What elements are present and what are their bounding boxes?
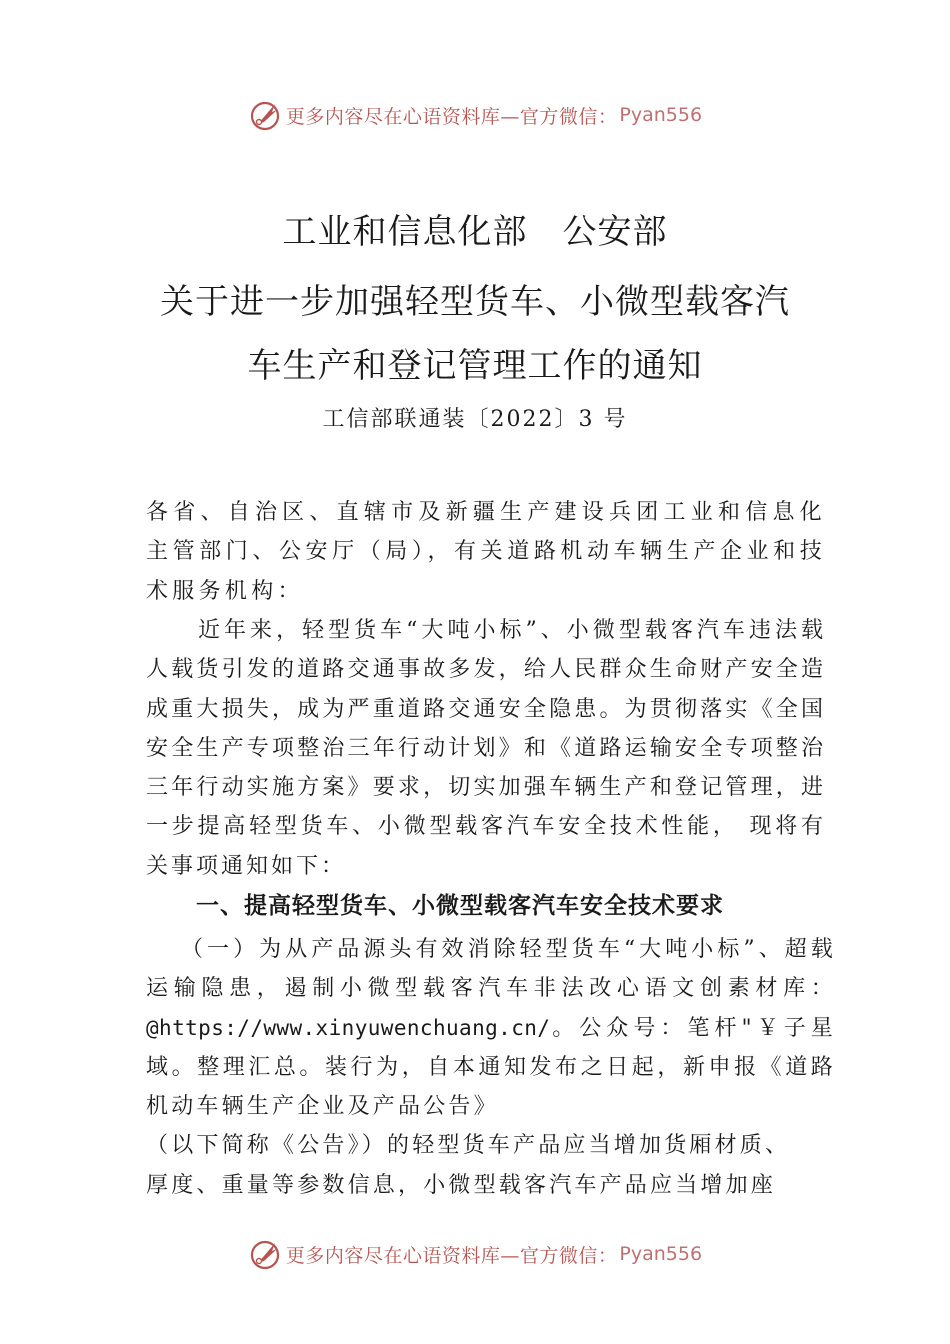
watermark-text: 更多内容尽在心语资料库—官方微信：: [285, 105, 618, 128]
watermark-wechat-id: Pyan556: [619, 104, 703, 126]
issuing-authorities: 工业和信息化部 公安部: [282, 212, 668, 252]
item-1-text-d: 厚度、重量等参数信息，小微型载客汽车产品应当增加座: [146, 1172, 777, 1198]
item-1-text-c: （以下简称《公告》）的轻型货车产品应当增加货厢材质、: [146, 1133, 791, 1159]
notice-title-line-1: 关于进一步加强轻型货车、小微型载客汽: [160, 282, 790, 322]
section-heading-1: 一、提高轻型货车、小微型载客汽车安全技术要求: [196, 893, 724, 919]
item-1-paragraph: [146, 930, 836, 1205]
source-url: @https://www.xinyuwenchuang.cn/: [146, 1015, 551, 1040]
feather-seal-icon: [248, 1237, 282, 1271]
intro-paragraph: 近年来，轻型货车“大吨小标”、小微型载客汽车违法载人载货引发的道路交通事故多发，给人民群众生命财产安全造成重大损失，成为严重道路交通安全隐患。为贯彻落实《全国安全生产专项整治三年行动计划》和《道路运输安全专项整治三年行动实施方案》要求，切实加强车辆生产和登记管理，进一步提高轻型货车、小微型载客汽车安全技术性能， 现将有关事项通知如下：: [146, 618, 826, 879]
watermark-banner-bottom: [0, 1234, 950, 1274]
watermark-text: 更多内容尽在心语资料库—官方微信：: [285, 1244, 618, 1267]
feather-seal-icon: [248, 98, 282, 132]
item-1-text-b: 。公众号：笔杆"￥子星域。整理汇总。装行为，自本通知发布之日起，新申报《道路机动车辆生产企业及产品公告》: [146, 1015, 836, 1120]
document-number: 工信部联通装〔2022〕3 号: [322, 407, 628, 432]
watermark-banner-top: [0, 95, 950, 135]
item-1-text-a: （一）为从产品源头有效消除轻型货车“大吨小标”、超载运输隐患，遏制小微型载客汽车非法改心语文创素材库：: [146, 937, 836, 1002]
address-paragraph: 各省、自治区、直辖市及新疆生产建设兵团工业和信息化主管部门、公安厅（局），有关道路机动车辆生产企业和技术服务机构：: [146, 500, 826, 604]
notice-title-line-2: 车生产和登记管理工作的通知: [247, 346, 703, 386]
watermark-wechat-id: Pyan556: [619, 1243, 703, 1265]
